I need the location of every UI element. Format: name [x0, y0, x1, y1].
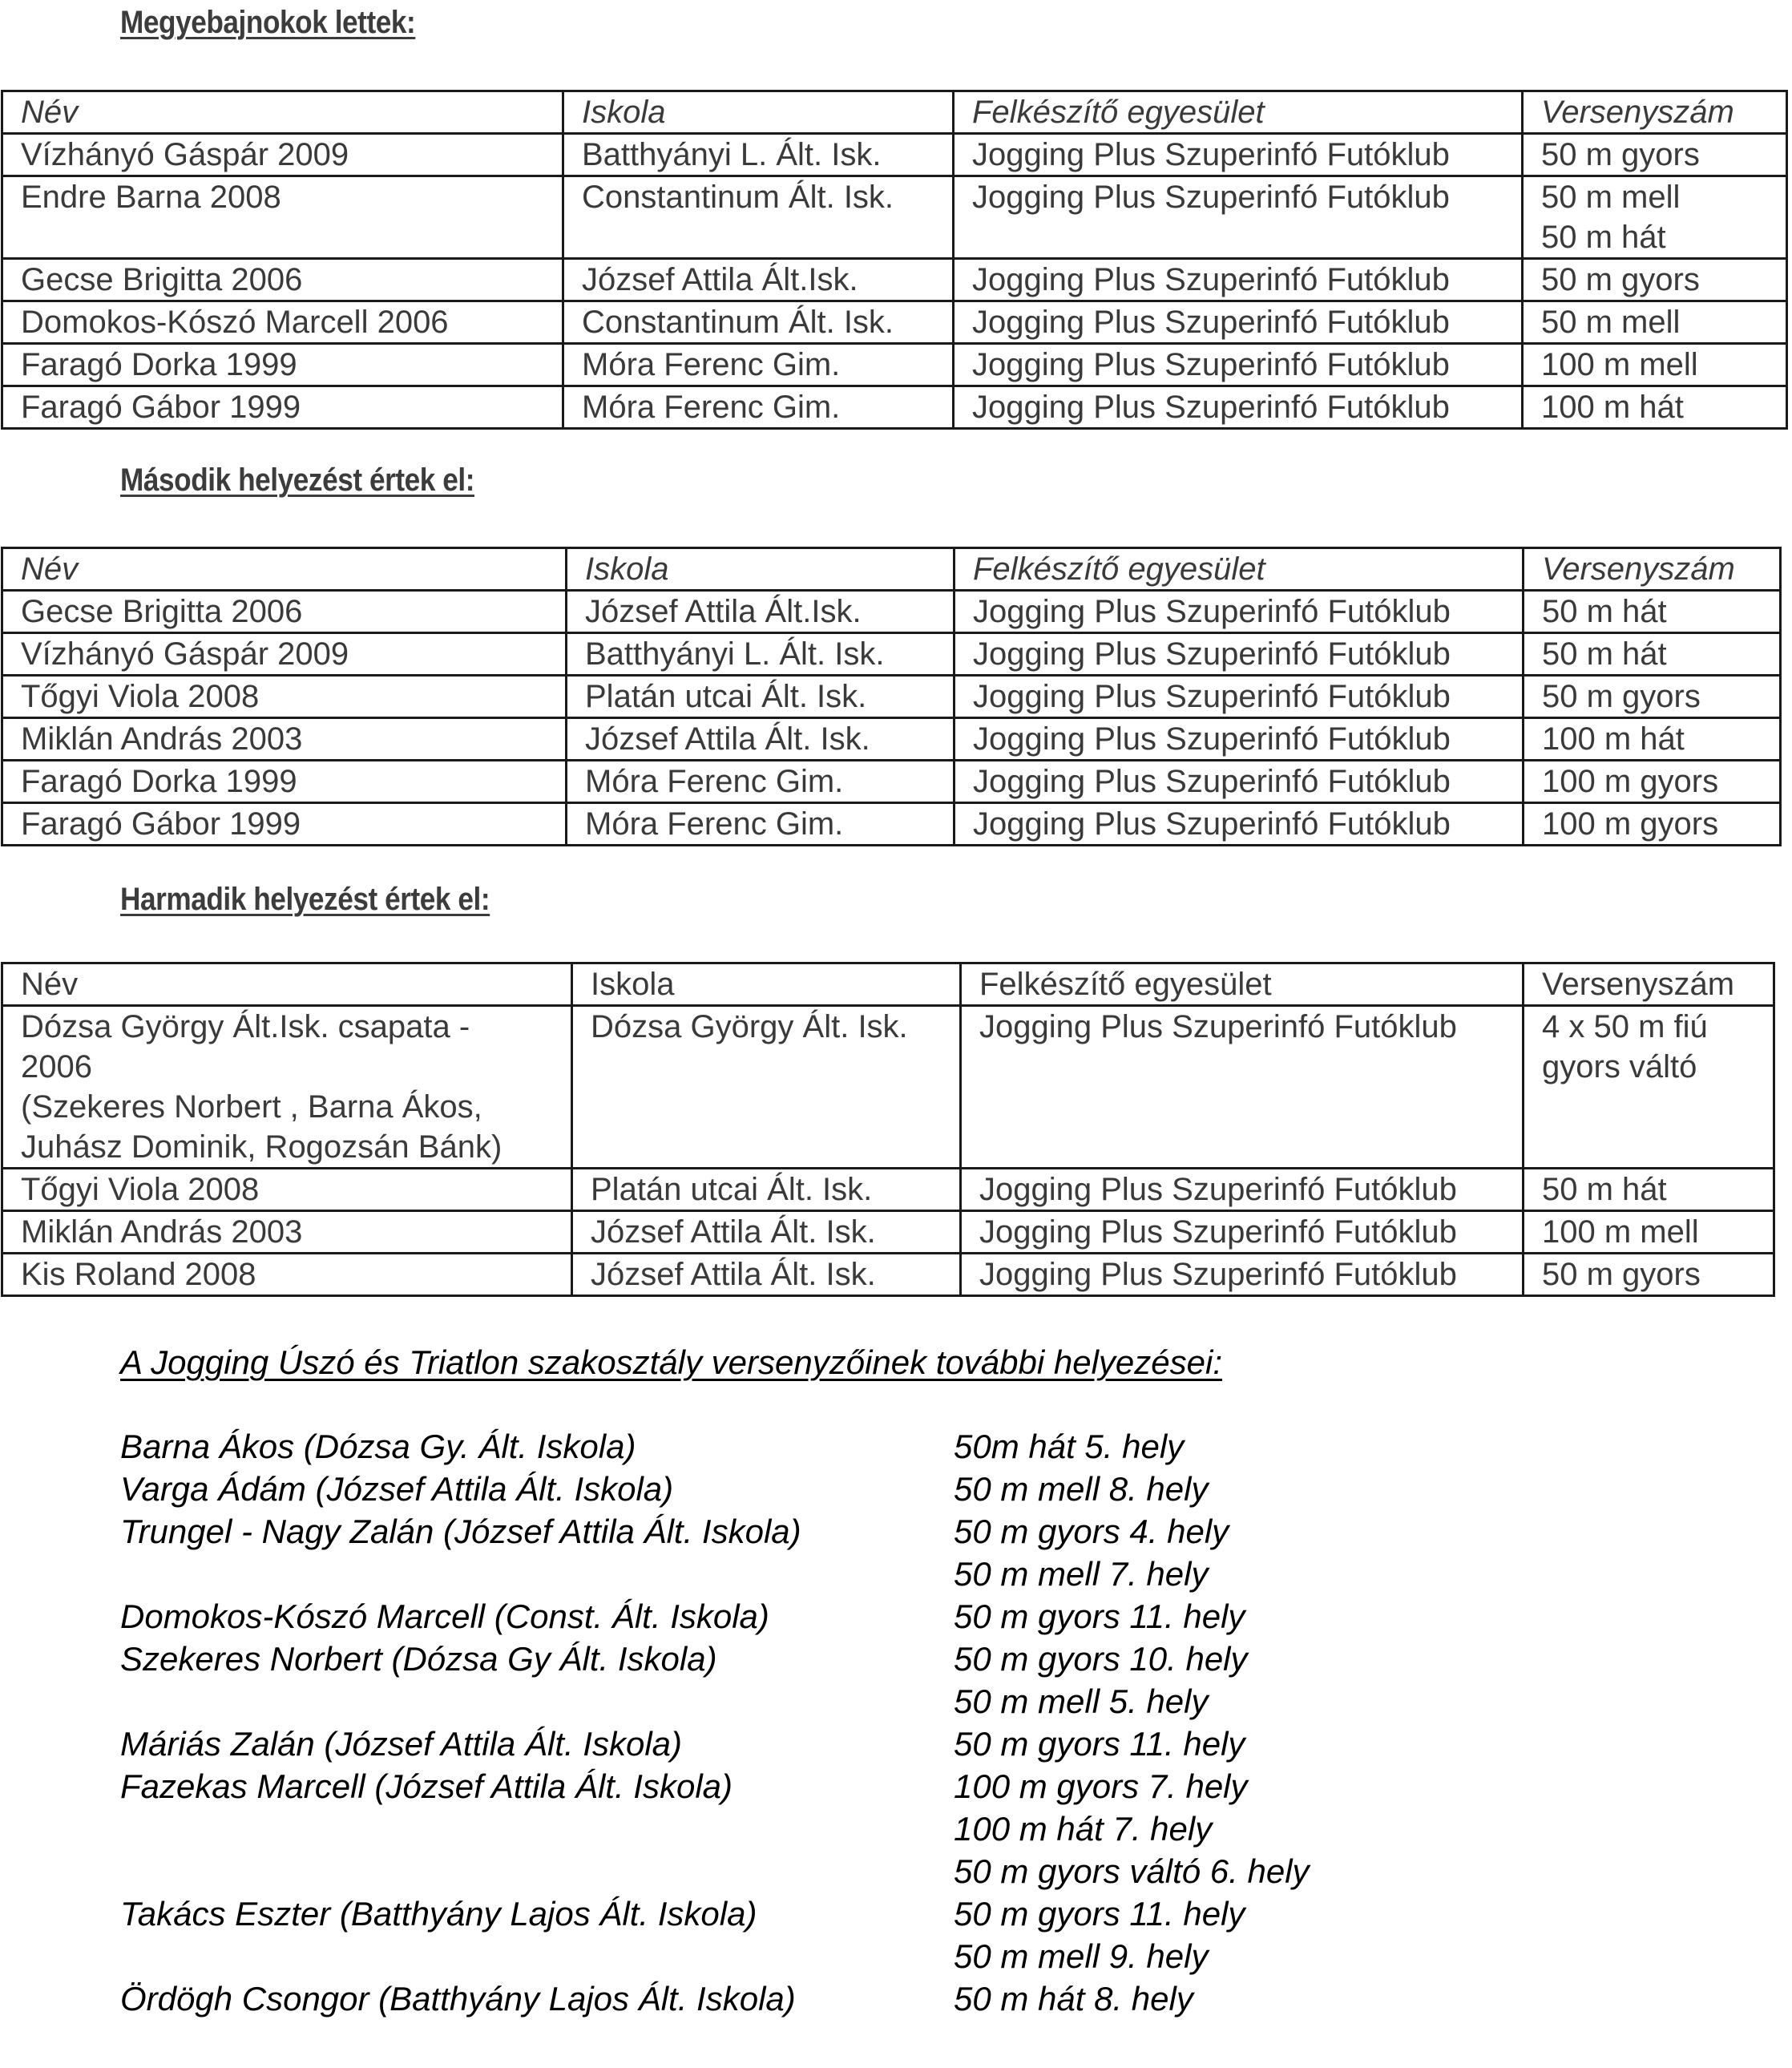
placement-results: [954, 1510, 1229, 1595]
name-cell: [2, 134, 563, 176]
name-text: Gecse Brigitta 2006: [21, 594, 303, 629]
table-row: [2, 301, 1787, 344]
name-cell: [2, 1211, 572, 1254]
club-cell: Jogging Plus Szuperinfó Futóklub: [954, 176, 1523, 259]
table-row: [2, 1254, 1774, 1296]
name-cell: [2, 803, 567, 846]
table-row: [2, 803, 1781, 846]
second-place-table: [1, 547, 1782, 846]
placement-results: [954, 1977, 1193, 2020]
header-row: [2, 91, 1787, 134]
placement-name: Szekeres Norbert (Dózsa Gy Ált. Iskola): [120, 1640, 717, 1678]
placement-entry: [120, 1425, 1310, 1468]
column-header-event: Versenyszám: [1523, 91, 1787, 134]
further-placements-list: [120, 1425, 1310, 2020]
column-header-club: Felkészítő egyesület: [955, 548, 1524, 591]
event-cell: [1524, 761, 1781, 803]
table-row: [2, 591, 1781, 633]
event-cell: [1524, 803, 1781, 846]
placement-result: 50 m hát 8. hely: [954, 1980, 1193, 2018]
placement-results: [954, 1468, 1208, 1510]
club-cell: Jogging Plus Szuperinfó Futóklub: [954, 134, 1523, 176]
event-cell: [1523, 301, 1787, 344]
placement-result: 50 m gyors 11. hely: [954, 1597, 1245, 1635]
name-cell: [2, 1254, 572, 1296]
event-cell: [1524, 718, 1781, 761]
school-cell: Constantinum Ált. Isk.: [563, 301, 954, 344]
placement-entry: [120, 1468, 1310, 1510]
club-cell: Jogging Plus Szuperinfó Futóklub: [955, 591, 1524, 633]
column-header-event: Versenyszám: [1524, 963, 1774, 1006]
name-cell: [2, 176, 563, 259]
name-cell: [2, 259, 563, 301]
name-line: 2006: [21, 1049, 92, 1084]
column-header-name: Név: [2, 548, 567, 591]
placement-results: [954, 1595, 1245, 1638]
placement-name: Máriás Zalán (József Attila Ált. Iskola): [120, 1725, 682, 1763]
placement-name: Trungel - Nagy Zalán (József Attila Ált. Iskola): [120, 1513, 801, 1550]
table-row: [2, 386, 1787, 429]
school-cell: József Attila Ált. Isk.: [567, 718, 955, 761]
placement-results: [954, 1765, 1310, 1892]
table-row: [2, 1169, 1774, 1211]
placement-result: 100 m hát 7. hely: [954, 1810, 1213, 1848]
name-text: Vízhányó Gáspár 2009: [21, 636, 349, 672]
name-cell: [2, 676, 567, 718]
school-cell: József Attila Ált.Isk.: [563, 259, 954, 301]
school-cell: Móra Ferenc Gim.: [567, 803, 955, 846]
table-row: [2, 134, 1787, 176]
name-line: (Szekeres Norbert , Barna Ákos,: [21, 1089, 482, 1125]
event-cell: [1524, 1211, 1774, 1254]
table-row: [2, 344, 1787, 386]
name-cell: [2, 1169, 572, 1211]
school-cell: Dózsa György Ált. Isk.: [572, 1006, 961, 1169]
placement-name: Takács Eszter (Batthyány Lajos Ált. Iskola): [120, 1895, 757, 1933]
placement-entry: [120, 1595, 1310, 1638]
champions-table: [1, 90, 1788, 430]
placement-result: 100 m gyors 7. hely: [954, 1767, 1248, 1805]
event-cell: [1524, 1254, 1774, 1296]
event-cell: [1523, 386, 1787, 429]
placement-result: 50 m gyors 11. hely: [954, 1725, 1245, 1763]
school-cell: József Attila Ált. Isk.: [572, 1254, 961, 1296]
name-text: Faragó Dorka 1999: [21, 347, 297, 382]
event-line: 50 m mell: [1541, 305, 1681, 340]
table-row: [2, 176, 1787, 259]
column-header-club: Felkészítő egyesület: [954, 91, 1523, 134]
placement-results: [954, 1425, 1184, 1468]
name-line: Tőgyi Viola 2008: [21, 1172, 260, 1207]
name-cell: [2, 344, 563, 386]
school-cell: József Attila Ált.Isk.: [567, 591, 955, 633]
table-row: [2, 1211, 1774, 1254]
school-cell: Móra Ferenc Gim.: [563, 344, 954, 386]
third-place-heading: Harmadik helyezést értek el:: [120, 882, 490, 917]
placement-name: Barna Ákos (Dózsa Gy. Ált. Iskola): [120, 1428, 636, 1465]
name-cell: [2, 1006, 572, 1169]
name-cell: [2, 633, 567, 676]
event-line: 50 m hát: [1541, 220, 1666, 255]
placement-result: 50 m gyors 4. hely: [954, 1513, 1229, 1550]
name-text: Gecse Brigitta 2006: [21, 262, 303, 297]
name-text: Miklán András 2003: [21, 721, 303, 757]
placement-name: Ördögh Csongor (Batthyány Lajos Ált. Iskola): [120, 1980, 796, 2018]
name-text: Tőgyi Viola 2008: [21, 679, 260, 714]
school-cell: Móra Ferenc Gim.: [563, 386, 954, 429]
event-cell: [1523, 134, 1787, 176]
table-row: [2, 676, 1781, 718]
club-cell: Jogging Plus Szuperinfó Futóklub: [955, 676, 1524, 718]
placement-result: 50m hát 5. hely: [954, 1428, 1185, 1465]
club-cell: Jogging Plus Szuperinfó Futóklub: [955, 633, 1524, 676]
placement-result: 50 m mell 9. hely: [954, 1937, 1209, 1975]
club-cell: Jogging Plus Szuperinfó Futóklub: [961, 1211, 1524, 1254]
school-cell: Platán utcai Ált. Isk.: [567, 676, 955, 718]
event-cell: [1524, 1169, 1774, 1211]
club-cell: Jogging Plus Szuperinfó Futóklub: [955, 761, 1524, 803]
column-header-club: Felkészítő egyesület: [961, 963, 1524, 1006]
event-line: 50 m gyors: [1542, 679, 1701, 714]
event-cell: [1524, 633, 1781, 676]
placement-entry: [120, 1723, 1310, 1765]
placement-result: 50 m gyors 11. hely: [954, 1895, 1245, 1933]
school-cell: József Attila Ált. Isk.: [572, 1211, 961, 1254]
column-header-school: Iskola: [563, 91, 954, 134]
event-line: 50 m gyors: [1541, 137, 1700, 172]
header-row: [2, 548, 1781, 591]
further-placements-heading: A Jogging Úszó és Triatlon szakosztály versenyzőinek további helyezései:: [120, 1343, 1223, 1381]
name-line: Miklán András 2003: [21, 1214, 303, 1250]
placement-entry: [120, 1638, 1310, 1723]
event-line: 100 m gyors: [1542, 764, 1719, 799]
table-row: [2, 761, 1781, 803]
name-line: Kis Roland 2008: [21, 1257, 256, 1292]
name-cell: [2, 386, 563, 429]
column-header-name: Név: [2, 91, 563, 134]
event-cell: [1524, 1006, 1774, 1169]
club-cell: Jogging Plus Szuperinfó Futóklub: [954, 301, 1523, 344]
event-cell: [1523, 176, 1787, 259]
table-row: [2, 718, 1781, 761]
club-cell: Jogging Plus Szuperinfó Futóklub: [954, 259, 1523, 301]
event-cell: [1523, 259, 1787, 301]
club-cell: Jogging Plus Szuperinfó Futóklub: [961, 1006, 1524, 1169]
name-line: Juhász Dominik, Rogozsán Bánk): [21, 1129, 502, 1165]
placement-result: 50 m gyors 10. hely: [954, 1640, 1248, 1678]
event-cell: [1524, 591, 1781, 633]
event-line: 50 m hát: [1542, 636, 1667, 672]
placement-entry: [120, 1510, 1310, 1595]
placement-results: [954, 1723, 1245, 1765]
name-text: Endre Barna 2008: [21, 180, 281, 215]
table-row: [2, 633, 1781, 676]
club-cell: Jogging Plus Szuperinfó Futóklub: [961, 1254, 1524, 1296]
placement-results: [954, 1892, 1245, 1977]
event-line: 50 m hát: [1542, 594, 1667, 629]
event-cell: [1524, 676, 1781, 718]
placement-entry: [120, 1977, 1310, 2020]
third-place-table: [1, 962, 1775, 1297]
header-row: [2, 963, 1774, 1006]
column-header-name: Név: [2, 963, 572, 1006]
event-line: 100 m mell: [1541, 347, 1698, 382]
table-row: [2, 259, 1787, 301]
placement-result: 50 m mell 7. hely: [954, 1555, 1209, 1593]
club-cell: Jogging Plus Szuperinfó Futóklub: [954, 386, 1523, 429]
event-line: 100 m gyors: [1542, 806, 1719, 842]
name-text: Faragó Gábor 1999: [21, 390, 301, 425]
club-cell: Jogging Plus Szuperinfó Futóklub: [955, 803, 1524, 846]
placement-result: 50 m gyors váltó 6. hely: [954, 1852, 1310, 1890]
event-line: 100 m mell: [1542, 1214, 1699, 1250]
name-line: Dózsa György Ált.Isk. csapata -: [21, 1009, 470, 1044]
club-cell: Jogging Plus Szuperinfó Futóklub: [954, 344, 1523, 386]
placement-name: Varga Ádám (József Attila Ált. Iskola): [120, 1470, 674, 1508]
event-line: 50 m gyors: [1541, 262, 1700, 297]
club-cell: Jogging Plus Szuperinfó Futóklub: [961, 1169, 1524, 1211]
champions-heading: Megyebajnokok lettek:: [120, 5, 416, 40]
table-row: [2, 1006, 1774, 1169]
column-header-school: Iskola: [567, 548, 955, 591]
school-cell: Batthyányi L. Ált. Isk.: [567, 633, 955, 676]
name-text: Faragó Dorka 1999: [21, 764, 297, 799]
name-cell: [2, 301, 563, 344]
school-cell: Batthyányi L. Ált. Isk.: [563, 134, 954, 176]
school-cell: Platán utcai Ált. Isk.: [572, 1169, 961, 1211]
placement-result: 50 m mell 5. hely: [954, 1682, 1209, 1720]
placement-entry: [120, 1892, 1310, 1977]
event-line: 4 x 50 m fiú: [1542, 1009, 1708, 1044]
column-header-school: Iskola: [572, 963, 961, 1006]
event-line: 50 m hát: [1542, 1172, 1667, 1207]
placement-entry: [120, 1765, 1310, 1892]
name-cell: [2, 761, 567, 803]
second-place-heading: Második helyezést értek el:: [120, 462, 475, 498]
school-cell: Móra Ferenc Gim.: [567, 761, 955, 803]
event-line: 50 m gyors: [1542, 1257, 1701, 1292]
name-cell: [2, 718, 567, 761]
event-line: 100 m hát: [1542, 721, 1685, 757]
event-cell: [1523, 344, 1787, 386]
name-text: Vízhányó Gáspár 2009: [21, 137, 349, 172]
name-text: Domokos-Kószó Marcell 2006: [21, 305, 449, 340]
placement-name: Fazekas Marcell (József Attila Ált. Iskola): [120, 1767, 733, 1805]
event-line: 100 m hát: [1541, 390, 1684, 425]
event-line: gyors váltó: [1542, 1049, 1697, 1084]
placement-results: [954, 1638, 1248, 1723]
event-line: 50 m mell: [1541, 180, 1681, 215]
school-cell: Constantinum Ált. Isk.: [563, 176, 954, 259]
column-header-event: Versenyszám: [1524, 548, 1781, 591]
name-text: Faragó Gábor 1999: [21, 806, 301, 842]
club-cell: Jogging Plus Szuperinfó Futóklub: [955, 718, 1524, 761]
placement-name: Domokos-Kószó Marcell (Const. Ált. Iskola): [120, 1597, 769, 1635]
name-cell: [2, 591, 567, 633]
placement-result: 50 m mell 8. hely: [954, 1470, 1209, 1508]
